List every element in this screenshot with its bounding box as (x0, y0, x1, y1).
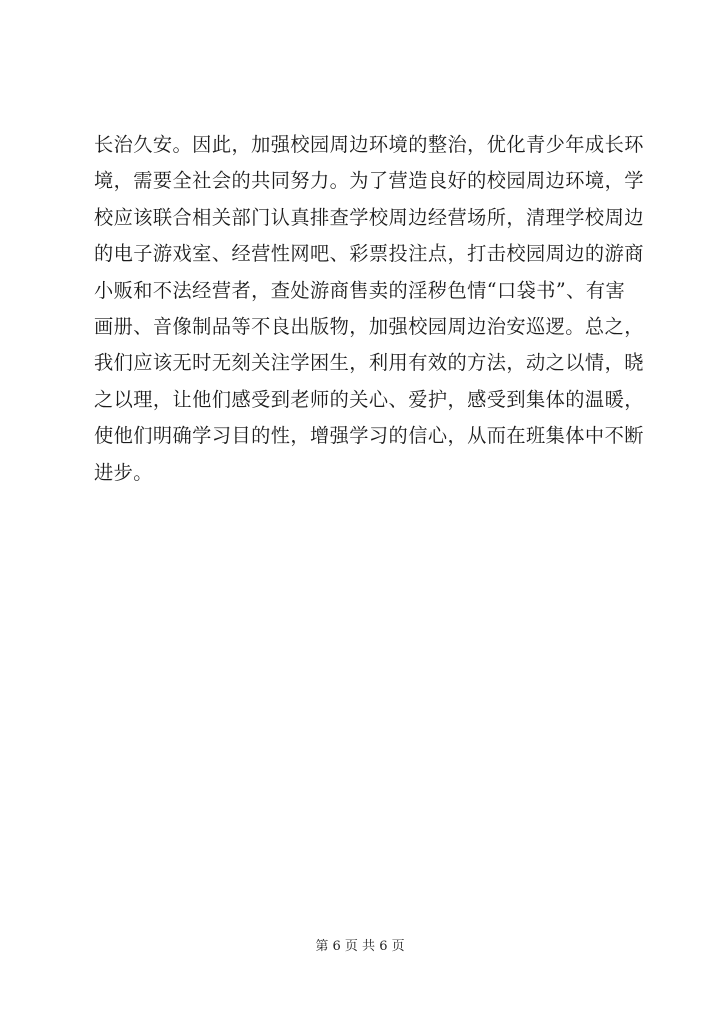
body-paragraph (94, 131, 642, 495)
page-number-footer: 第 6 页 共 6 页 (315, 939, 405, 954)
text-line: 小贩和不法经营者，查处游商售卖的淫秽色情“口袋书”、有害 (94, 278, 626, 302)
text-line: 画册、音像制品等不良出版物，加强校园周边治安巡逻。总之， (94, 314, 644, 338)
text-line: 的电子游戏室、经营性网吧、彩票投注点，打击校园周边的游商 (94, 242, 644, 266)
text-line: 长治久安。因此，加强校园周边环境的整治，优化青少年成长环 (94, 133, 644, 156)
text-line: 校应该联合相关部门认真排查学校周边经营场所，清理学校周边 (94, 205, 644, 229)
text-line: 使他们明确学习目的性，增强学习的信心，从而在班集体中不断 (94, 424, 644, 448)
text-line: 境，需要全社会的共同努力。为了营造良好的校园周边环境，学 (94, 169, 644, 193)
text-line: 之以理，让他们感受到老师的关心、爱护，感受到集体的温暖， (94, 387, 644, 411)
text-line: 我们应该无时无刻关注学困生，利用有效的方法，动之以情，晓 (94, 351, 644, 375)
text-line: 进步。 (94, 460, 153, 484)
